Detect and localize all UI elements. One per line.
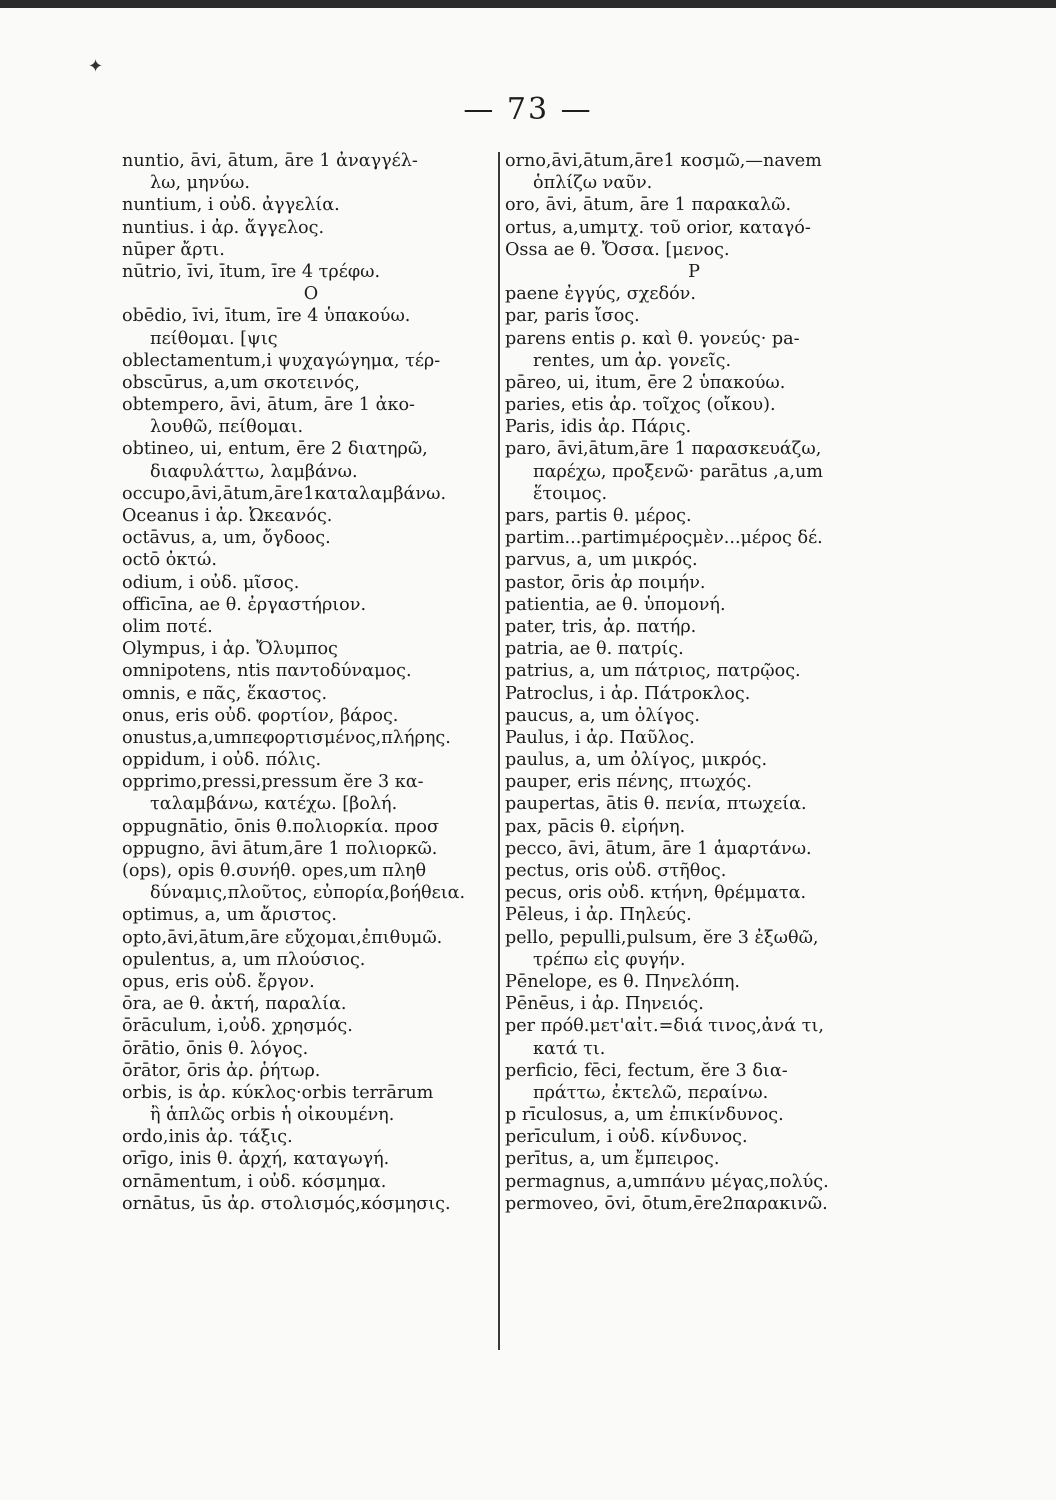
dictionary-entry-line: patientia, ae θ. ὑπομονή. — [505, 594, 726, 615]
dictionary-entry-line: ōrātor, ōris ἀρ. ῥήτωρ. — [122, 1060, 321, 1081]
dictionary-entry-line: ὁπλίζω ναῦν. — [533, 173, 653, 194]
left-column — [122, 150, 500, 1215]
dictionary-entry-line: nuntium, i οὐδ. ἀγγελία. — [122, 195, 340, 216]
dictionary-entry-line: τρέπω εἰς φυγήν. — [533, 949, 686, 970]
dictionary-entry-line: officīna, ae θ. ἐργαστήριον. — [122, 594, 367, 615]
dictionary-entry-line: patrius, a, um πάτριος, πατρῷος. — [505, 661, 801, 682]
dictionary-entry-line: opto,āvi,ātum,āre εὔχομαι,ἐπιθυμῶ. — [122, 927, 443, 948]
dictionary-entry-line: ἢ ἁπλῶς orbis ἡ οἰκουμένη. — [150, 1105, 395, 1126]
dictionary-entry-line: pāreo, ui, itum, ēre 2 ὑπακούω. — [505, 372, 786, 393]
dictionary-entry-line: κατά τι. — [533, 1038, 606, 1059]
printer-mark: ✦ — [88, 56, 104, 77]
dictionary-entry-line: ordo,inis ἀρ. τάξις. — [122, 1127, 293, 1148]
dictionary-entry-line: paulus, a, um ὀλίγος, μικρός. — [505, 750, 768, 771]
dictionary-entry-line: Paris, idis ἀρ. Πάρις. — [505, 417, 692, 438]
dictionary-entry-line: nuntius. i ἀρ. ἄγγελος. — [122, 217, 325, 238]
dictionary-entry-line: (ops), opis θ.συνήθ. opes,um πληθ — [122, 861, 427, 881]
dictionary-entry-line: ornāmentum, i οὐδ. κόσμημα. — [122, 1171, 387, 1192]
dictionary-entry-line: paucus, a, um ὀλίγος. — [505, 705, 700, 726]
page-number: — 73 — — [463, 92, 593, 127]
dictionary-entry-line: δύναμις,πλοῦτος, εὐπορία,βοήθεια. — [150, 883, 466, 904]
dictionary-entry-line: nuntio, āvi, ātum, āre 1 ἀναγγέλ- — [122, 151, 418, 171]
dictionary-entry-line: occupo,āvi,ātum,āre1καταλαμβάνω. — [122, 483, 447, 504]
dictionary-entry-line: orbis, is ἀρ. κύκλος·orbis terrārum — [122, 1082, 434, 1103]
dictionary-entry-line: ortus, a,umμτχ. τοῦ orior, καταγό- — [505, 217, 811, 238]
dictionary-entry-line: pauper, eris πένης, πτωχός. — [505, 772, 752, 793]
dictionary-entry-line: pater, tris, ἀρ. πατήρ. — [505, 616, 697, 637]
dictionary-entry-line: parens entis ρ. καὶ θ. γονεύς· pa- — [505, 328, 800, 349]
dictionary-entry-line: O — [303, 284, 319, 305]
dictionary-entry-line: orno,āvi,ātum,āre1 κοσμῶ,—navem — [505, 151, 822, 171]
dictionary-entry-line: perīculum, i οὐδ. κίνδυνος. — [505, 1127, 748, 1148]
dictionary-entry-line: pecco, āvi, ātum, āre 1 ἁμαρτάνω. — [505, 838, 812, 859]
dictionary-entry-line: permagnus, a,umπάνυ μέγας,πολύς. — [505, 1171, 829, 1192]
dictionary-entry-line: perficio, fēci, fectum, ĕre 3 δια- — [505, 1060, 788, 1081]
dictionary-entry-line: obtineo, ui, entum, ēre 2 διατηρῶ, — [122, 439, 428, 460]
dictionary-entry-line: permoveo, ōvi, ōtum,ēre2παρακινῶ. — [505, 1193, 828, 1214]
dictionary-entry-line: parvus, a, um μικρός. — [505, 550, 698, 571]
dictionary-entry-line: ταλαμβάνω, κατέχω. [βολή. — [150, 794, 398, 815]
dictionary-entry-line: Pēnelope, es θ. Πηνελόπη. — [505, 971, 741, 992]
dictionary-entry-line: optimus, a, um ἄριστος. — [122, 905, 337, 926]
dictionary-entry-line: partim...partimμέροςμὲν...μέρος δέ. — [505, 528, 823, 549]
dictionary-entry-line: παρέχω, προξενῶ· parātus ,a,um — [533, 461, 823, 482]
dictionary-entry-line: nūtrio, īvi, ītum, īre 4 τρέφω. — [122, 261, 381, 282]
dictionary-entry-line: oro, āvi, ātum, āre 1 παρακαλῶ. — [505, 195, 792, 216]
right-column — [505, 150, 883, 1215]
dictionary-entry-line: ōrāculum, i,οὐδ. χρησμός. — [122, 1016, 353, 1037]
dictionary-entry-line: oppugnātio, ōnis θ.πολιορκία. προσ — [122, 816, 439, 837]
dictionary-entry-line: perītus, a, um ἔμπειρος. — [505, 1149, 720, 1170]
dictionary-entry-line: λω, μηνύω. — [150, 173, 250, 194]
dictionary-entry-line: Olympus, i ἀρ. Ὄλυμπος — [122, 639, 338, 660]
dictionary-entry-line: odium, i οὐδ. μῖσος. — [122, 572, 300, 593]
dictionary-entry-line: oppidum, i οὐδ. πόλις. — [122, 750, 322, 771]
dictionary-entry-line: opprimo,pressi,pressum ĕre 3 κα- — [122, 772, 424, 793]
dictionary-entry-line: opus, eris οὐδ. ἔργον. — [122, 971, 315, 992]
dictionary-entry-line: omnis, e πᾶς, ἕκαστος. — [122, 683, 328, 704]
dictionary-entry-line: obscūrus, a,um σκοτεινός, — [122, 372, 360, 393]
dictionary-entry-line: paupertas, ātis θ. πενία, πτωχεία. — [505, 794, 807, 815]
dictionary-entry-line: paries, etis ἀρ. τοῖχος (οἴκου). — [505, 395, 776, 416]
dictionary-entry-line: πείθομαι. [ψις — [150, 328, 278, 349]
dictionary-entry-line: patria, ae θ. πατρίς. — [505, 639, 684, 660]
dictionary-entry-line: oblectamentum,i ψυχαγώγημα, τέρ- — [122, 350, 441, 371]
dictionary-entry-line: octō ὀκτώ. — [122, 550, 217, 571]
dictionary-entry-line: Pēnēus, i ἀρ. Πηνειός. — [505, 994, 704, 1015]
dictionary-entry-line: paene ἐγγύς, σχεδόν. — [505, 284, 696, 305]
dictionary-entry-line: pax, pācis θ. εἰρήνη. — [505, 816, 686, 837]
dictionary-entry-line: pello, pepulli,pulsum, ĕre 3 ἐξωθῶ, — [505, 927, 819, 948]
dictionary-entry-line: p rīculosus, a, um ἐπικίνδυνος. — [505, 1105, 784, 1126]
dictionary-entry-line: ōrātio, ōnis θ. λόγος. — [122, 1038, 309, 1059]
dictionary-entry-line: pectus, oris οὐδ. στῆθος. — [505, 861, 727, 881]
dictionary-entry-line: Paulus, i ἀρ. Παῦλος. — [505, 727, 695, 748]
dictionary-entry-line: Ossa ae θ. Ὄσσα. [μενος. — [505, 239, 730, 260]
dictionary-entry-line: per πρόθ.μετ'αἰτ.=διά τινος,ἀνά τι, — [505, 1016, 824, 1037]
dictionary-entry-line: ἕτοιμος. — [533, 483, 608, 504]
dictionary-entry-line: orīgo, inis θ. ἀρχή, καταγωγή. — [122, 1149, 390, 1170]
dictionary-entry-line: ōra, ae θ. ἀκτή, παραλία. — [122, 994, 347, 1015]
dictionary-entry-line: onustus,a,umπεφορτισμένος,πλήρης. — [122, 727, 451, 748]
dictionary-entry-line: octāvus, a, um, ὄγδοος. — [122, 528, 331, 549]
dictionary-entry-line: Patroclus, i ἀρ. Πάτροκλος. — [505, 683, 751, 704]
dictionary-entry-line: ornātus, ūs ἀρ. στολισμός,κόσμησις. — [122, 1193, 451, 1214]
dictionary-entry-line: oppugno, āvi ātum,āre 1 πολιορκῶ. — [122, 838, 438, 859]
column-divider — [498, 152, 500, 1350]
dictionary-entry-line: pars, partis θ. μέρος. — [505, 506, 692, 526]
dictionary-entry-line: λουθῶ, πείθομαι. — [150, 417, 304, 438]
dictionary-entry-line: pastor, ōris ἀρ ποιμήν. — [505, 572, 706, 593]
dictionary-entry-line: par, paris ἴσος. — [505, 306, 640, 327]
dictionary-entry-line: P — [688, 261, 700, 282]
dictionary-entry-line: διαφυλάττω, λαμβάνω. — [150, 461, 358, 482]
dictionary-entry-line: Oceanus i ἀρ. Ὠκεανός. — [122, 506, 333, 526]
dictionary-entry-line: rentes, um ἀρ. γονεῖς. — [533, 350, 732, 371]
dictionary-entry-line: πράττω, ἐκτελῶ, περαίνω. — [533, 1082, 769, 1103]
dictionary-entry-line: olim ποτέ. — [122, 616, 213, 637]
dictionary-entry-line: obtempero, āvi, ātum, āre 1 ἀκο- — [122, 395, 415, 416]
scan-top-edge — [0, 0, 1056, 8]
dictionary-entry-line: opulentus, a, um πλούσιος. — [122, 949, 366, 970]
dictionary-entry-line: onus, eris οὐδ. φορτίον, βάρος. — [122, 705, 399, 726]
dictionary-entry-line: omnipotens, ntis παντοδύναμος. — [122, 661, 412, 682]
dictionary-entry-line: obēdio, īvi, ītum, īre 4 ὑπακούω. — [122, 306, 411, 327]
dictionary-entry-line: paro, āvi,ātum,āre 1 παρασκευάζω, — [505, 439, 822, 460]
dictionary-entry-line: Pēleus, i ἀρ. Πηλεύς. — [505, 905, 692, 926]
dictionary-entry-line: nūper ἄρτι. — [122, 239, 225, 260]
dictionary-entry-line: pecus, oris οὐδ. κτήνη, θρέμματα. — [505, 883, 807, 904]
